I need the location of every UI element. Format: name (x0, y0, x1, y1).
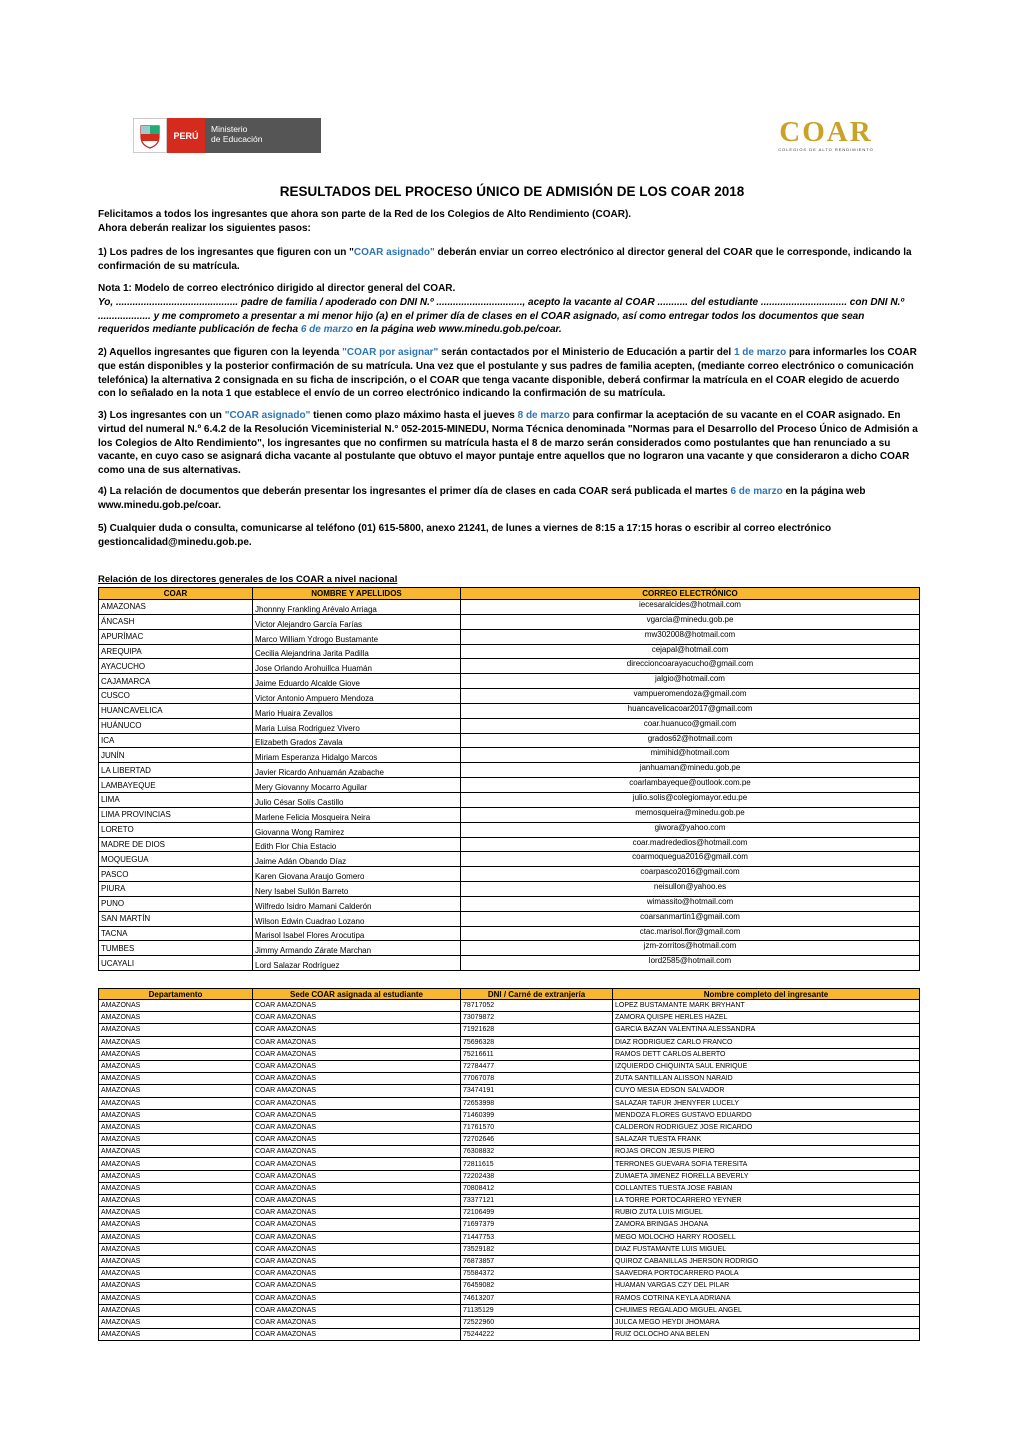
step-2: 2) Aquellos ingresantes que figuren con la leyenda "COAR por asignar" serán contactados por el Ministerio de Educación a partir del 1 de marzo para informarles los COAR que están disponibles y la posterior confirmación de su matrícula. Una vez que el postulante y sus padres de familia acepten, (mediante correo electrónico o comunicación telefónica) la alternativa 2 consignada en su ficha de inscripción, o el COAR que tenga vacante disponible, deberá confirmar la matrícula en el COAR elegido de acuerdo con lo señalado en la nota 1 que establece el envío de un correo electrónico indicando la confirmación de su matrícula. (98, 347, 917, 400)
dni-cell: 72202438 (461, 1170, 613, 1182)
coar-cell: PUNO (99, 896, 253, 911)
director-name-cell: Wilson Edwin Cuadrao Lozano (253, 911, 461, 926)
email-cell[interactable]: mimihid@hotmail.com (461, 748, 920, 763)
step-1: 1) Los padres de los ingresantes que figuren con un "COAR asignado" deberán enviar un correo electrónico al director general del COAR que le corresponde, indicando la confirmación de su matrícula. (98, 247, 912, 272)
directors-row (99, 659, 920, 674)
email-cell[interactable]: coar.madrededios@hotmail.com (461, 837, 920, 852)
students-row (99, 1146, 920, 1158)
email-cell[interactable]: coar.huanuco@gmail.com (461, 718, 920, 733)
sede-cell: COAR AMAZONAS (253, 1304, 461, 1316)
director-name-cell: Marlene Felicia Mosqueira Neira (253, 807, 461, 822)
dni-cell: 72522960 (461, 1316, 613, 1328)
directors-row (99, 896, 920, 911)
email-cell[interactable]: vgarcia@minedu.gob.pe (461, 614, 920, 629)
students-row (99, 1000, 920, 1012)
dni-cell: 76308832 (461, 1146, 613, 1158)
departamento-cell: AMAZONAS (99, 1109, 253, 1121)
sede-cell: COAR AMAZONAS (253, 1097, 461, 1109)
coat-of-arms-icon (133, 118, 167, 153)
dni-cell: 73474191 (461, 1085, 613, 1097)
departamento-cell: AMAZONAS (99, 1170, 253, 1182)
students-row (99, 1219, 920, 1231)
students-row (99, 1280, 920, 1292)
note-1-heading: Nota 1: Modelo de correo electrónico dirigido al director general del COAR. (98, 283, 456, 294)
students-row (99, 1036, 920, 1048)
dni-cell: 74613207 (461, 1292, 613, 1304)
students-row (99, 1012, 920, 1024)
coar-cell: AYACUCHO (99, 659, 253, 674)
directors-row (99, 718, 920, 733)
sede-cell: COAR AMAZONAS (253, 1182, 461, 1194)
students-row (99, 1195, 920, 1207)
departamento-cell: AMAZONAS (99, 1280, 253, 1292)
coar-cell: LA LIBERTAD (99, 763, 253, 778)
coar-cell: APURÍMAC (99, 629, 253, 644)
departamento-cell: AMAZONAS (99, 1292, 253, 1304)
director-name-cell: Karen Giovana Araujo Gomero (253, 867, 461, 882)
student-name-cell: JULCA MEGO HEYDI JHOMARA (613, 1316, 920, 1328)
header-coar: COAR (99, 588, 253, 600)
coar-cell: LIMA (99, 792, 253, 807)
sede-cell: COAR AMAZONAS (253, 1109, 461, 1121)
departamento-cell: AMAZONAS (99, 1158, 253, 1170)
students-row (99, 1243, 920, 1255)
coar-subtitle: COLEGIOS DE ALTO RENDIMIENTO (778, 147, 874, 152)
coar-cell: HUANCAVELICA (99, 703, 253, 718)
coar-cell: PIURA (99, 882, 253, 897)
students-row (99, 1121, 920, 1133)
student-name-cell: CALDERON RODRIGUEZ JOSE RICARDO (613, 1121, 920, 1133)
sede-cell: COAR AMAZONAS (253, 1121, 461, 1133)
students-header-row (99, 989, 920, 1000)
intro: Felicitamos a todos los ingresantes que ahora son parte de la Red de los Colegios de Alto Rendimiento (COAR). Ahora deberán realizar los siguientes pasos: (98, 209, 632, 234)
sede-cell: COAR AMAZONAS (253, 1085, 461, 1097)
coar-cell: JUNÍN (99, 748, 253, 763)
dni-cell: 71761570 (461, 1121, 613, 1133)
directors-row (99, 733, 920, 748)
dni-cell: 71447753 (461, 1231, 613, 1243)
students-row (99, 1073, 920, 1085)
email-cell[interactable]: jalgio@hotmail.com (461, 674, 920, 689)
student-name-cell: DIAZ FUSTAMANTE LUIS MIGUEL (613, 1243, 920, 1255)
dni-cell: 70808412 (461, 1182, 613, 1194)
director-name-cell: Cecilia Alejandrina Jarita Padilla (253, 644, 461, 659)
directors-row (99, 882, 920, 897)
dni-cell: 75584372 (461, 1268, 613, 1280)
header-nombre-ingresante: Nombre completo del ingresante (613, 989, 920, 1000)
directors-table (98, 587, 920, 971)
directors-row (99, 792, 920, 807)
director-name-cell: Maria Luisa Rodriguez Vivero (253, 718, 461, 733)
director-name-cell: Edith Flor Chia Estacio (253, 837, 461, 852)
student-name-cell: CUYO MESIA EDSON SALVADOR (613, 1085, 920, 1097)
dni-cell: 71921628 (461, 1024, 613, 1036)
email-cell[interactable]: coarsanmartin1@gmail.com (461, 911, 920, 926)
sede-cell: COAR AMAZONAS (253, 1170, 461, 1182)
directors-row (99, 614, 920, 629)
sede-cell: COAR AMAZONAS (253, 1329, 461, 1341)
dni-cell: 72106499 (461, 1207, 613, 1219)
departamento-cell: AMAZONAS (99, 1097, 253, 1109)
student-name-cell: RUBIO ZUTA LUIS MIGUEL (613, 1207, 920, 1219)
email-cell[interactable]: memosqueira@minedu.gob.pe (461, 807, 920, 822)
sede-cell: COAR AMAZONAS (253, 1158, 461, 1170)
student-name-cell: TERRONES GUEVARA SOFIA TERESITA (613, 1158, 920, 1170)
step-5: 5) Cualquier duda o consulta, comunicarse al teléfono (01) 615-5800, anexo 21241, de lunes a viernes de 8:15 a 17:15 horas o escribir al correo electrónico gestioncalidad@minedu.gob.pe. (98, 523, 832, 548)
departamento-cell: AMAZONAS (99, 1316, 253, 1328)
dni-cell: 71460399 (461, 1109, 613, 1121)
sede-cell: COAR AMAZONAS (253, 1207, 461, 1219)
departamento-cell: AMAZONAS (99, 1073, 253, 1085)
students-row (99, 1255, 920, 1267)
dni-cell: 78717052 (461, 1000, 613, 1012)
director-name-cell: Marisol Isabel Flores Arocutipa (253, 926, 461, 941)
directors-row (99, 807, 920, 822)
departamento-cell: AMAZONAS (99, 1134, 253, 1146)
sede-cell: COAR AMAZONAS (253, 1292, 461, 1304)
students-row (99, 1097, 920, 1109)
email-cell[interactable]: janhuaman@minedu.gob.pe (461, 763, 920, 778)
student-name-cell: ZUTA SANTILLAN ALISSON NARAID (613, 1073, 920, 1085)
students-row (99, 1134, 920, 1146)
email-cell[interactable]: wimassito@hotmail.com (461, 896, 920, 911)
directors-row (99, 911, 920, 926)
students-row (99, 1158, 920, 1170)
director-name-cell: Javier Ricardo Anhuamán Azabache (253, 763, 461, 778)
email-cell[interactable]: coarlambayeque@outlook.com.pe (461, 778, 920, 793)
coar-cell: SAN MARTÍN (99, 911, 253, 926)
departamento-cell: AMAZONAS (99, 1048, 253, 1060)
director-name-cell: Giovanna Wong Ramirez (253, 822, 461, 837)
directors-row (99, 763, 920, 778)
sede-cell: COAR AMAZONAS (253, 1048, 461, 1060)
sede-cell: COAR AMAZONAS (253, 1146, 461, 1158)
student-name-cell: MEGO MOLOCHO HARRY ROOSELL (613, 1231, 920, 1243)
header-dni: DNI / Carné de extranjería (461, 989, 613, 1000)
departamento-cell: AMAZONAS (99, 1085, 253, 1097)
students-row (99, 1292, 920, 1304)
departamento-cell: AMAZONAS (99, 1146, 253, 1158)
coar-cell: CUSCO (99, 689, 253, 704)
dni-cell: 72784477 (461, 1060, 613, 1072)
sede-cell: COAR AMAZONAS (253, 1255, 461, 1267)
students-row (99, 1329, 920, 1341)
sede-cell: COAR AMAZONAS (253, 1134, 461, 1146)
student-name-cell: SAAVEDRA PORTOCARRERO PAOLA (613, 1268, 920, 1280)
header-sede: Sede COAR asignada al estudiante (253, 989, 461, 1000)
students-row (99, 1316, 920, 1328)
students-row (99, 1085, 920, 1097)
departamento-cell: AMAZONAS (99, 1329, 253, 1341)
coar-cell: PASCO (99, 867, 253, 882)
student-name-cell: CHUIMES REGALADO MIGUEL ANGEL (613, 1304, 920, 1316)
email-cell[interactable]: direccioncoarayacucho@gmail.com (461, 659, 920, 674)
directors-row (99, 703, 920, 718)
student-name-cell: ROJAS ORCON JESUS PIERO (613, 1146, 920, 1158)
student-name-cell: DIAZ RODRIGUEZ CARLO FRANCO (613, 1036, 920, 1048)
dni-cell: 75216611 (461, 1048, 613, 1060)
email-cell[interactable]: coarmoquegua2016@gmail.com (461, 852, 920, 867)
email-cell[interactable]: julio.solis@colegiomayor.edu.pe (461, 792, 920, 807)
departamento-cell: AMAZONAS (99, 1024, 253, 1036)
minedu-logo (133, 118, 321, 153)
students-row (99, 1268, 920, 1280)
coar-cell: LAMBAYEQUE (99, 778, 253, 793)
student-name-cell: LA TORRE PORTOCARRERO YEYNER (613, 1195, 920, 1207)
dni-cell: 76873857 (461, 1255, 613, 1267)
sede-cell: COAR AMAZONAS (253, 1219, 461, 1231)
student-name-cell: RAMOS DETT CARLOS ALBERTO (613, 1048, 920, 1060)
sede-cell: COAR AMAZONAS (253, 1060, 461, 1072)
departamento-cell: AMAZONAS (99, 1060, 253, 1072)
note-1-body: Yo, ............................................ padre de familia / apoderado con DNI N.º ..............................., acepto la vacante al COAR ........... del estudiante ............................... con DNI N.º ................... y me comprometo a presentar a mi menor hijo (a) en el primer día de clases en el COAR asignado, así como entregar todos los documentos que sean requeridos mediante publicación de fecha 6 de marzo en la página web www.minedu.gob.pe/coar. (98, 296, 904, 336)
director-name-cell: Jaime Eduardo Alcalde Giove (253, 674, 461, 689)
student-name-cell: SALAZAR TUESTA FRANK (613, 1134, 920, 1146)
directors-caption: Relación de los directores generales de los COAR a nivel nacional (98, 574, 398, 585)
note-1 (98, 282, 918, 337)
student-name-cell: LOPEZ BUSTAMANTE MARK BRYHANT (613, 1000, 920, 1012)
directors-row (99, 689, 920, 704)
dni-cell: 72653998 (461, 1097, 613, 1109)
students-row (99, 1207, 920, 1219)
students-row (99, 1060, 920, 1072)
directors-row (99, 778, 920, 793)
directors-row (99, 822, 920, 837)
directors-row (99, 644, 920, 659)
directors-row (99, 837, 920, 852)
coar-cell: CAJAMARCA (99, 674, 253, 689)
directors-row (99, 941, 920, 956)
dni-cell: 75244222 (461, 1329, 613, 1341)
directors-row (99, 852, 920, 867)
student-name-cell: HUAMAN VARGAS CZY DEL PILAR (613, 1280, 920, 1292)
step-4: 4) La relación de documentos que deberán presentar los ingresantes el primer día de clases en cada COAR será publicada el martes 6 de marzo en la página web www.minedu.gob.pe/coar. (98, 486, 866, 511)
director-name-cell: Jimmy Armando Zárate Marchan (253, 941, 461, 956)
students-row (99, 1109, 920, 1121)
coar-cell: TUMBES (99, 941, 253, 956)
departamento-cell: AMAZONAS (99, 1182, 253, 1194)
student-name-cell: MENDOZA FLORES GUSTAVO EDUARDO (613, 1109, 920, 1121)
students-row (99, 1170, 920, 1182)
email-cell[interactable]: huancavelicacoar2017@gmail.com (461, 703, 920, 718)
students-row (99, 1024, 920, 1036)
departamento-cell: AMAZONAS (99, 1036, 253, 1048)
director-name-cell: Marco William Ydrogo Bustamante (253, 629, 461, 644)
coar-logo (766, 117, 886, 157)
students-row (99, 1231, 920, 1243)
departamento-cell: AMAZONAS (99, 1121, 253, 1133)
coar-cell: AREQUIPA (99, 644, 253, 659)
dni-cell: 72702646 (461, 1134, 613, 1146)
step-3: 3) Los ingresantes con un "COAR asignado" tienen como plazo máximo hasta el jueves 8 de marzo para confirmar la aceptación de su vacante en el COAR asignado. En virtud del numeral N.º 6.4.2 de la Resolución Viceministerial N.° 052-2015-MINEDU, Norma Técnica denominada "Normas para el Desarrollo del Proceso Único de Admisión a los Colegios de Alto Rendimiento", los ingresantes que no confirmen su matrícula hasta el 8 de marzo serán considerados como postulantes que han renunciado a su vacante, en cuyo caso se asignará dicha vacante al postulante que obtuvo el mayor puntaje entre aquellos que no lograron una vacante y que consideraron a dicho COAR como una de sus alternativas. (98, 410, 918, 477)
email-cell[interactable]: lord2585@hotmail.com (461, 956, 920, 971)
directors-row (99, 956, 920, 971)
directors-header-row (99, 588, 920, 600)
coar-cell: LORETO (99, 822, 253, 837)
student-name-cell: ZAMORA BRINGAS JHOANA (613, 1219, 920, 1231)
dni-cell: 73377121 (461, 1195, 613, 1207)
director-name-cell: Lord Salazar Rodríguez (253, 956, 461, 971)
sede-cell: COAR AMAZONAS (253, 1024, 461, 1036)
director-name-cell: Jaime Adán Obando Díaz (253, 852, 461, 867)
coar-cell: AMAZONAS (99, 600, 253, 615)
student-name-cell: SALAZAR TAFUR JHENYFER LUCELY (613, 1097, 920, 1109)
email-cell[interactable]: grados62@hotmail.com (461, 733, 920, 748)
director-name-cell: Mery Giovanny Mocarro Aguilar (253, 778, 461, 793)
sede-cell: COAR AMAZONAS (253, 1000, 461, 1012)
dni-cell: 76459082 (461, 1280, 613, 1292)
departamento-cell: AMAZONAS (99, 1304, 253, 1316)
sede-cell: COAR AMAZONAS (253, 1316, 461, 1328)
student-name-cell: COLLANTES TUESTA JOSE FABIAN (613, 1182, 920, 1194)
directors-row (99, 926, 920, 941)
coar-cell: HUÁNUCO (99, 718, 253, 733)
sede-cell: COAR AMAZONAS (253, 1012, 461, 1024)
coar-cell: ÁNCASH (99, 614, 253, 629)
director-name-cell: Victor Antonio Ampuero Mendoza (253, 689, 461, 704)
director-name-cell: Mario Huaira Zevallos (253, 703, 461, 718)
email-cell[interactable]: cejapal@hotmail.com (461, 644, 920, 659)
directors-row (99, 748, 920, 763)
sede-cell: COAR AMAZONAS (253, 1243, 461, 1255)
page-title: RESULTADOS DEL PROCESO ÚNICO DE ADMISIÓN DE LOS COAR 2018 (279, 184, 745, 199)
directors-row (99, 867, 920, 882)
coar-cell: MADRE DE DIOS (99, 837, 253, 852)
student-name-cell: ZAMORA QUISPE HERLES HAZEL (613, 1012, 920, 1024)
director-name-cell: Miriam Esperanza Hidalgo Marcos (253, 748, 461, 763)
email-cell[interactable]: mw302008@hotmail.com (461, 629, 920, 644)
sede-cell: COAR AMAZONAS (253, 1280, 461, 1292)
directors-row (99, 629, 920, 644)
email-cell[interactable]: neisullon@yahoo.es (461, 882, 920, 897)
dni-cell: 72811615 (461, 1158, 613, 1170)
departamento-cell: AMAZONAS (99, 1268, 253, 1280)
coar-cell: ICA (99, 733, 253, 748)
header-correo: CORREO ELECTRÓNICO (461, 588, 920, 600)
departamento-cell: AMAZONAS (99, 1255, 253, 1267)
coar-wordmark: COAR (779, 116, 873, 148)
director-name-cell: Wilfredo Isidro Mamani Calderón (253, 896, 461, 911)
departamento-cell: AMAZONAS (99, 1195, 253, 1207)
student-name-cell: ZUMAETA JIMENEZ FIORELLA BEVERLY (613, 1170, 920, 1182)
director-name-cell: Elizabeth Grados Zavala (253, 733, 461, 748)
sede-cell: COAR AMAZONAS (253, 1195, 461, 1207)
header-departamento: Departamento (99, 989, 253, 1000)
sede-cell: COAR AMAZONAS (253, 1268, 461, 1280)
dni-cell: 77067078 (461, 1073, 613, 1085)
student-name-cell: IZQUIERDO CHIQUINTA SAUL ENRIQUE (613, 1060, 920, 1072)
director-name-cell: Julio César Solís Castillo (253, 792, 461, 807)
dni-cell: 73079872 (461, 1012, 613, 1024)
student-name-cell: RUIZ OCLOCHO ANA BELEN (613, 1329, 920, 1341)
dni-cell: 73529182 (461, 1243, 613, 1255)
directors-row (99, 674, 920, 689)
departamento-cell: AMAZONAS (99, 1231, 253, 1243)
sede-cell: COAR AMAZONAS (253, 1036, 461, 1048)
departamento-cell: AMAZONAS (99, 1219, 253, 1231)
coar-cell: TACNA (99, 926, 253, 941)
header-nombre: NOMBRE Y APELLIDOS (253, 588, 461, 600)
email-cell[interactable]: iecesaralcides@hotmail.com (461, 600, 920, 615)
coar-cell: LIMA PROVINCIAS (99, 807, 253, 822)
student-name-cell: RAMOS COTRINA KEYLA ADRIANA (613, 1292, 920, 1304)
departamento-cell: AMAZONAS (99, 1207, 253, 1219)
students-row (99, 1304, 920, 1316)
dni-cell: 75696328 (461, 1036, 613, 1048)
student-name-cell: QUIROZ CABANILLAS JHERSON RODRIGO (613, 1255, 920, 1267)
students-row (99, 1182, 920, 1194)
email-cell[interactable]: jzm-zorritos@hotmail.com (461, 941, 920, 956)
coar-cell: MOQUEGUA (99, 852, 253, 867)
sede-cell: COAR AMAZONAS (253, 1073, 461, 1085)
director-name-cell: Jose Orlando Arohuillca Huamán (253, 659, 461, 674)
email-cell[interactable]: vampueromendoza@gmail.com (461, 689, 920, 704)
director-name-cell: Victor Alejandro García Farías (253, 614, 461, 629)
directors-row (99, 600, 920, 615)
email-cell[interactable]: coarpasco2016@gmail.com (461, 867, 920, 882)
email-cell[interactable]: ctac.marisol.flor@gmail.com (461, 926, 920, 941)
director-name-cell: Nery Isabel Sullón Barreto (253, 882, 461, 897)
student-name-cell: GARCIA BAZAN VALENTINA ALESSANDRA (613, 1024, 920, 1036)
departamento-cell: AMAZONAS (99, 1012, 253, 1024)
peru-label: PERÚ (167, 118, 205, 153)
departamento-cell: AMAZONAS (99, 1243, 253, 1255)
students-table (98, 988, 920, 1341)
dni-cell: 71135129 (461, 1304, 613, 1316)
dni-cell: 71697379 (461, 1219, 613, 1231)
sede-cell: COAR AMAZONAS (253, 1231, 461, 1243)
email-cell[interactable]: giwora@yahoo.com (461, 822, 920, 837)
coar-cell: UCAYALI (99, 956, 253, 971)
ministry-label: Ministerio de Educación (205, 118, 321, 153)
director-name-cell: Jhonnny Frankling Arévalo Arriaga (253, 600, 461, 615)
students-row (99, 1048, 920, 1060)
departamento-cell: AMAZONAS (99, 1000, 253, 1012)
